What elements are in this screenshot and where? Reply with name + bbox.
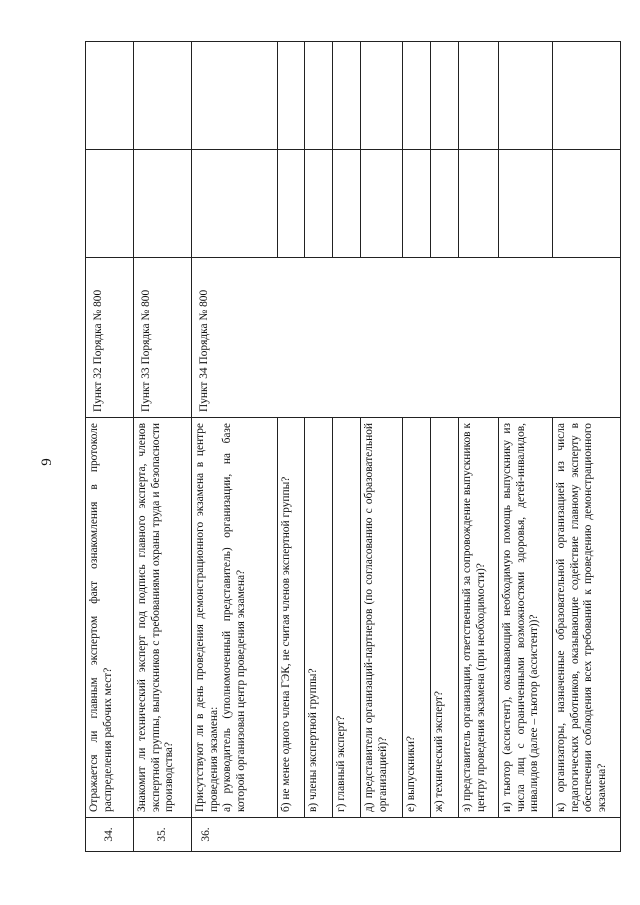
table-row (134, 42, 192, 852)
answer-cell (305, 150, 333, 258)
table-row (278, 42, 305, 852)
question-cell: г) главный эксперт? (333, 418, 361, 818)
answer-cell (86, 150, 134, 258)
question-cell: ж) технический эксперт? (431, 418, 459, 818)
table-row (553, 42, 621, 852)
checklist-table (85, 41, 621, 852)
table-row (459, 42, 499, 852)
note-cell (333, 42, 361, 150)
question-cell: Знакомит ли технический эксперт под подпись главного эксперта, членов экспертной группы, выпускников с требованиями охраны труда и безопасности производства? (134, 418, 192, 818)
question-intro: Присутствуют ли в день проведения демонстрационного экзамена в центре проведения экзамена: (194, 423, 220, 812)
table-row (333, 42, 361, 852)
note-cell (499, 42, 553, 150)
table-row (431, 42, 459, 852)
note-cell (86, 42, 134, 150)
rotated-page (85, 42, 609, 852)
answer-cell (459, 150, 499, 258)
page-number: 9 (39, 458, 55, 466)
question-cell: д) представители организаций-партнеров (по согласованию с образовательной организацией)? (361, 418, 403, 818)
table-row (305, 42, 333, 852)
question-cell (192, 418, 278, 818)
note-cell (134, 42, 192, 150)
question-cell: Отражается ли главным экспертом факт ознакомления в протоколе распределения рабочих мест? (86, 418, 134, 818)
reference-cell: Пункт 34 Порядка № 800 (192, 258, 621, 418)
reference-cell: Пункт 32 Порядка № 800 (86, 258, 134, 418)
row-number: 34. (86, 818, 134, 852)
answer-cell (553, 150, 621, 258)
answer-cell (403, 150, 431, 258)
question-cell: з) представитель организации, ответственный за сопровождение выпускников к центру проведения экзамена (при необходимости)? (459, 418, 499, 818)
answer-cell (361, 150, 403, 258)
note-cell (431, 42, 459, 150)
question-sub-a: а) руководитель (уполномоченный представитель) организации, на базе которой организован центр проведения экзамена? (221, 423, 248, 812)
answer-cell (192, 150, 278, 258)
question-cell: к) организаторы, назначенные образовательной организацией из числа педагогических работников, оказывающие содействие главному эксперту в обеспечении соблюдения всех требований к проведению демонстрационного экзамена? (553, 418, 621, 818)
note-cell (192, 42, 278, 150)
answer-cell (431, 150, 459, 258)
table-row (86, 42, 134, 852)
answer-cell (333, 150, 361, 258)
question-cell: в) члены экспертной группы? (305, 418, 333, 818)
question-cell: и) тьютор (ассистент), оказывающий необходимую помощь выпускнику из числа лиц с ограниченными возможностями здоровья, детей-инвалидов, инвалидов (далее – тьютор (ассистент))? (499, 418, 553, 818)
note-cell (278, 42, 305, 150)
table-row (403, 42, 431, 852)
answer-cell (278, 150, 305, 258)
answer-cell (499, 150, 553, 258)
row-number: 35. (134, 818, 192, 852)
note-cell (361, 42, 403, 150)
question-cell: е) выпускники? (403, 418, 431, 818)
note-cell (459, 42, 499, 150)
table-row (192, 42, 278, 852)
table-row (361, 42, 403, 852)
note-cell (553, 42, 621, 150)
note-cell (305, 42, 333, 150)
question-cell: б) не менее одного члена ГЭК, не считая членов экспертной группы? (278, 418, 305, 818)
reference-cell: Пункт 33 Порядка № 800 (134, 258, 192, 418)
note-cell (403, 42, 431, 150)
table-row (499, 42, 553, 852)
row-number: 36. (192, 818, 621, 852)
answer-cell (134, 150, 192, 258)
